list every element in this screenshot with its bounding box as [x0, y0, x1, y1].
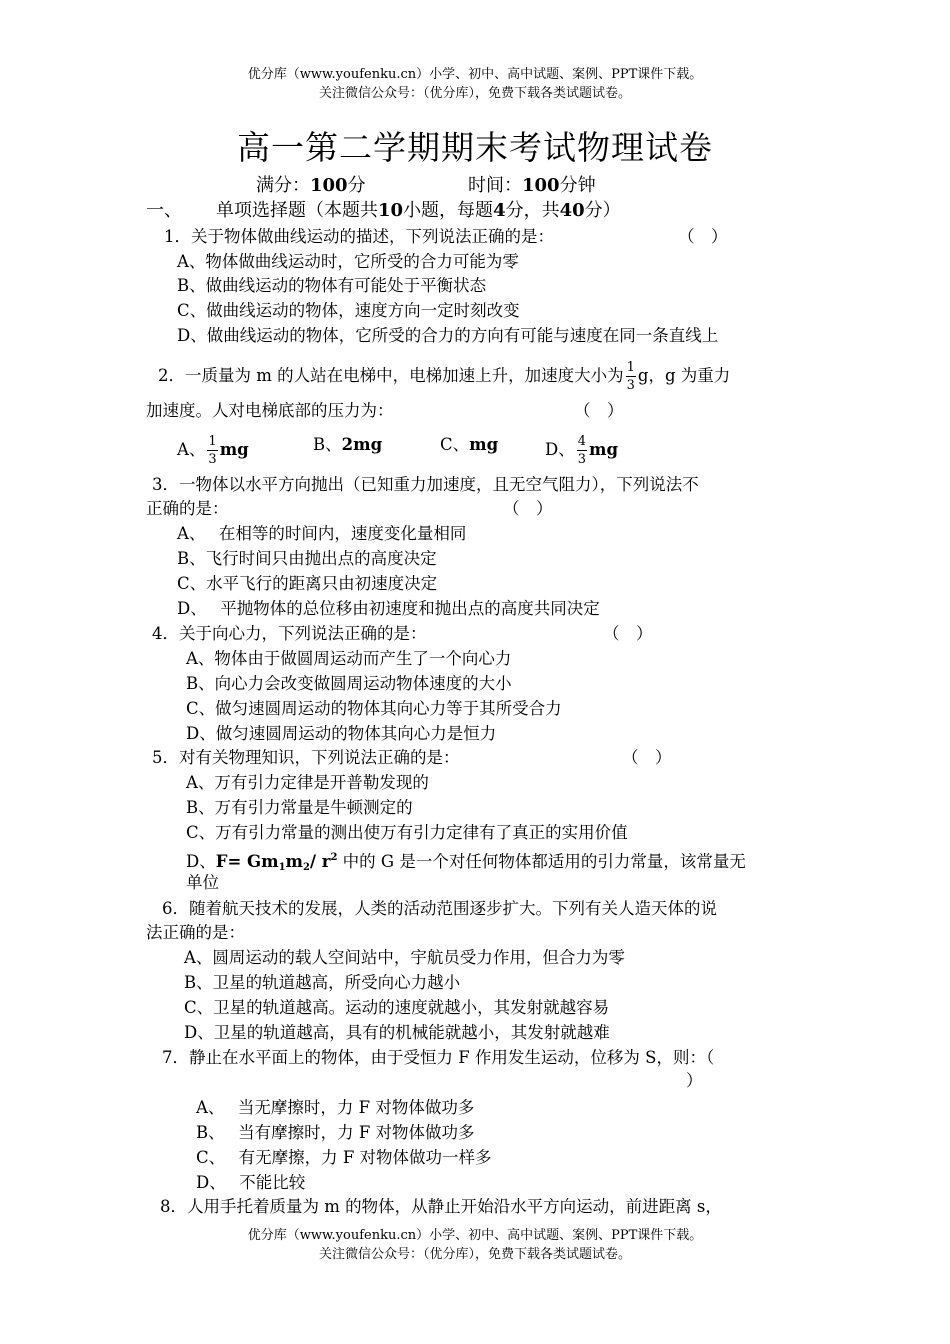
q2-option-a: A、 $\frac{1}{3}$ mg — [177, 434, 249, 467]
q7-answer-paren-close: ） — [686, 1071, 703, 1090]
q7-option-c: C、 有无摩擦，力 F 对物体做功一样多 — [196, 1148, 492, 1167]
q2-stem-line2: 加速度。人对电梯底部的压力为： — [146, 401, 394, 420]
q1-stem: 1．关于物体做曲线运动的描述，下列说法正确的是： — [164, 227, 554, 246]
q4-answer-paren: （ ） — [603, 624, 653, 643]
gravitation-formula: $F= Gm_1m_2/$ $r^2$ — [215, 852, 338, 873]
q7-option-b: B、 当有摩擦时，力 F 对物体做功多 — [196, 1123, 475, 1142]
q7-option-d: D、 不能比较 — [196, 1173, 306, 1192]
q5-option-a: A、万有引力定律是开普勒发现的 — [186, 773, 429, 792]
q4-option-b: B、向心力会改变做圆周运动物体速度的大小 — [186, 674, 512, 693]
q5-option-c: C、万有引力常量的测出使万有引力定律有了真正的实用价值 — [186, 823, 628, 842]
q7-option-a: A、 当无摩擦时，力 F 对物体做功多 — [196, 1098, 475, 1117]
q5-stem: 5．对有关物理知识，下列说法正确的是： — [152, 748, 460, 767]
q2-option-d: D、 $\frac{4}{3}$ mg — [545, 434, 619, 467]
exam-title: 高一第二学期期末考试物理试卷 — [237, 128, 713, 167]
q2-stem-line1: 2．一质量为 m 的人站在电梯中，电梯加速上升，加速度大小为 $\frac{1}{3}$ g，g 为重力 — [158, 360, 731, 393]
q3-stem-line1: 3．一物体以水平方向抛出（已知重力加速度，且无空气阻力），下列说法不 — [152, 475, 699, 494]
q2-option-b: B、2mg — [313, 435, 383, 454]
fraction-four-thirds: $\frac{4}{3}$ — [577, 434, 587, 467]
q4-stem: 4．关于向心力，下列说法正确的是： — [152, 624, 427, 643]
q2-answer-paren: （ ） — [574, 401, 624, 420]
q5-option-d: D、$F= Gm_1m_2/$ $r^2$ 中的 G 是一个对任何物体都适用的引力常量，该常量无 — [186, 852, 746, 873]
section-heading: 一、 单项选择题（本题共10小题，每题4分，共40分） — [146, 200, 621, 221]
q6-option-a: A、圆周运动的载人空间站中，宇航员受力作用，但合力为零 — [184, 948, 625, 967]
q3-stem-line2: 正确的是： — [146, 499, 229, 518]
q6-option-b: B、卫星的轨道越高，所受向心力越小 — [184, 973, 461, 992]
footer-line-1: 优分库（www.youfenku.cn）小学、初中、高中试题、案例、PPT课件下载。 — [247, 1228, 703, 1243]
q5-answer-paren: （ ） — [622, 748, 672, 767]
q3-option-b: B、飞行时间只由抛出点的高度决定 — [177, 549, 437, 568]
q3-option-a: A、 在相等的时间内，速度变化量相同 — [177, 524, 467, 543]
q3-option-c: C、水平飞行的距离只由初速度决定 — [177, 574, 438, 593]
q5-option-b: B、万有引力常量是牛顿测定的 — [186, 798, 413, 817]
fraction-one-third: $\frac{1}{3}$ — [626, 360, 635, 393]
q1-option-b: B、做曲线运动的物体有可能处于平衡状态 — [177, 276, 487, 295]
fraction-one-third: $\frac{1}{3}$ — [208, 434, 217, 467]
q4-option-d: D、做匀速圆周运动的物体其向心力是恒力 — [186, 724, 497, 743]
q3-option-d: D、 平抛物体的总位移由初速度和抛出点的高度共同决定 — [177, 599, 600, 618]
q6-option-d: D、卫星的轨道越高，具有的机械能就越小，其发射就越难 — [184, 1023, 610, 1042]
q1-option-c: C、做曲线运动的物体，速度方向一定时刻改变 — [177, 301, 520, 320]
q6-stem-line2: 法正确的是： — [146, 923, 245, 942]
q8-stem: 8．人用手托着质量为 m 的物体，从静止开始沿水平方向运动，前进距离 s， — [160, 1197, 722, 1216]
q6-option-c: C、卫星的轨道越高。运动的速度就越小，其发射就越容易 — [184, 998, 610, 1017]
q6-stem-line1: 6．随着航天技术的发展，人类的活动范围逐步扩大。下列有关人造天体的说 — [162, 899, 717, 918]
q1-answer-paren: （ ） — [678, 227, 728, 246]
q4-option-c: C、做匀速圆周运动的物体其向心力等于其所受合力 — [186, 699, 562, 718]
q4-option-a: A、物体由于做圆周运动而产生了一个向心力 — [186, 649, 512, 668]
q1-option-d: D、做曲线运动的物体，它所受的合力的方向有可能与速度在同一条直线上 — [177, 326, 719, 345]
q2-option-c: C、mg — [440, 435, 499, 454]
q3-answer-paren: （ ） — [503, 499, 553, 518]
score-info: 满分：100分 — [256, 175, 366, 196]
header-line-2: 关注微信公众号：（优分库），免费下载各类试题试卷。 — [318, 86, 631, 101]
header-line-1: 优分库（www.youfenku.cn）小学、初中、高中试题、案例、PPT课件下载。 — [247, 67, 703, 82]
time-info: 时间：100分钟 — [468, 175, 596, 196]
q7-stem: 7．静止在水平面上的物体，由于受恒力 F 作用发生运动，位移为 S，则：（ — [162, 1048, 715, 1067]
q1-option-a: A、物体做曲线运动时，它所受的合力可能为零 — [177, 252, 519, 271]
q5-option-d-line2: 单位 — [186, 873, 219, 892]
footer-line-2: 关注微信公众号：（优分库），免费下载各类试题试卷。 — [318, 1247, 631, 1262]
